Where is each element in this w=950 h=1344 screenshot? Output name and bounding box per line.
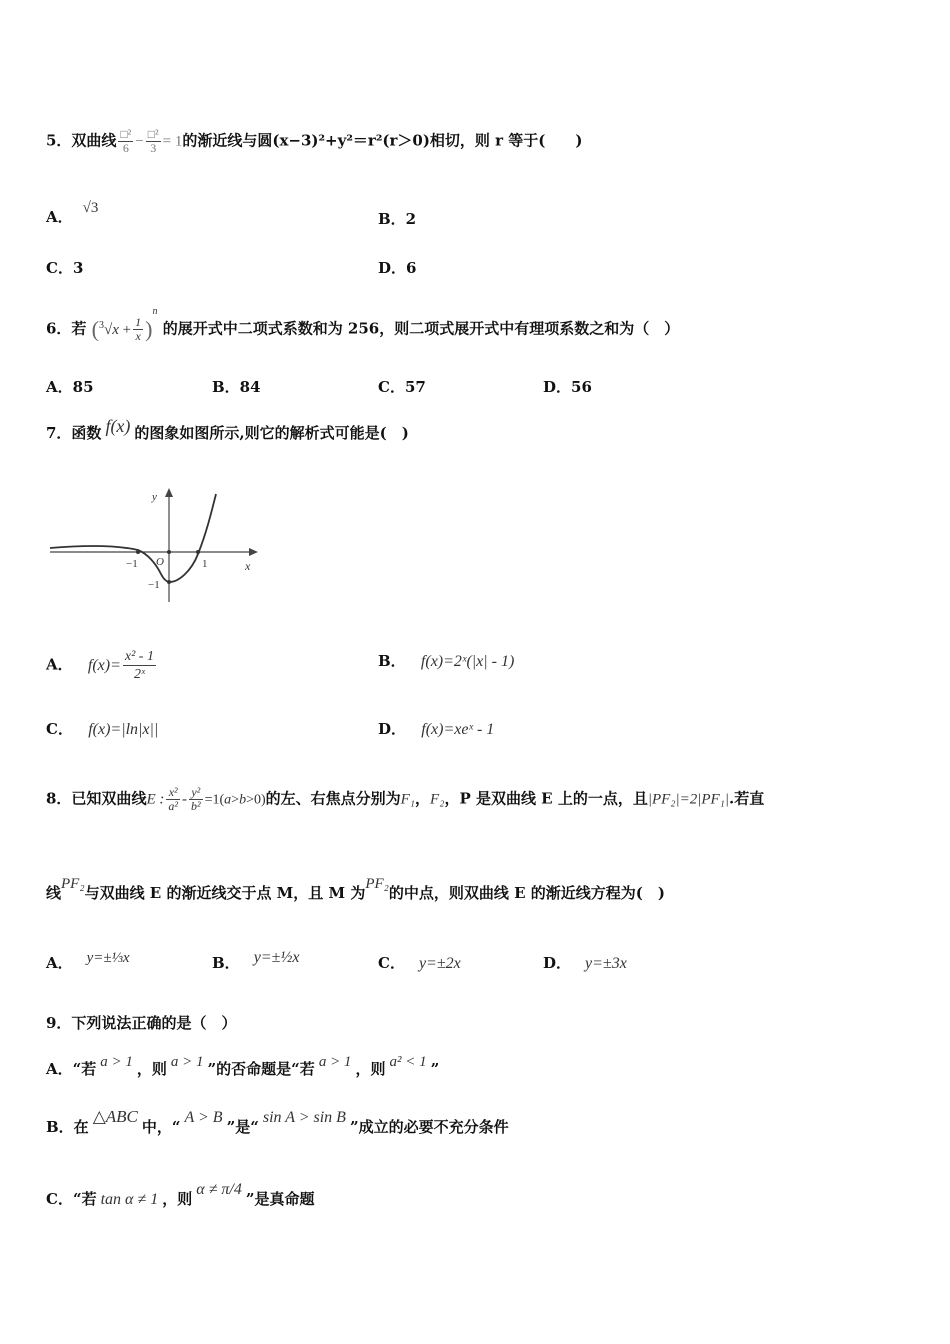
- q5-hyperbola-eq: $\frac{\text{□²}}{6}$: [120, 127, 132, 155]
- q7-a-denominator: 2ˣ: [133, 667, 145, 682]
- q6-stem: 6．若 ($^3$√x + $\frac{1}{x}$ )$^n$ 的展开式中二项式系数和为 256，则二项式展开式中有理项系数之和为（ ）: [46, 305, 680, 343]
- q7-option-a: A． f(x)= $\frac{\text{x² - 1}}{\text{2ˣ}}$: [46, 649, 154, 682]
- q8-d-expr: y=±3x: [585, 955, 627, 972]
- q9-option-b: B．在△ABC中，“A > B”是“sin A > sin B”成立的必要不充分条件: [46, 1107, 509, 1136]
- q7-option-c: C． f(x)=|ln|x||: [46, 720, 159, 738]
- q5-stem: 5．双曲线 $\frac{\text{□²}}{6}$ − $\frac{\text{□²}}{3}$ = 1的渐近线与圆(x−3)²+y²＝r²(r＞0)相切，则 r 等于( ): [46, 127, 583, 155]
- q8-pf2-b: PF₂: [365, 876, 389, 892]
- q6-option-a: A．85: [46, 378, 94, 396]
- q8-f2: F₂: [430, 791, 445, 808]
- q5-option-b: B．2: [378, 210, 417, 228]
- q8-option-b: B． y=±½x: [212, 949, 300, 972]
- q8-stem-line1: 8．已知双曲线E : $\frac{\text{x²}}{\text{a²}}$ - $\frac{\text{y²}}{\text{b²}}$ =1(a>b>0)的左、右焦点分别为F₁，F₂，P 是双曲线 E 上的一点，且|PF₂|=2|PF₁|.若直: [46, 785, 765, 813]
- q8-a-expr: y=±⅓x: [86, 950, 130, 966]
- q5-option-c: C．3: [46, 259, 84, 277]
- q9-option-a: A．“若 a > 1 ，则 a > 1 ”的否命题是“若 a > 1 ，则 a² < 1 ”: [46, 1054, 440, 1078]
- q8-hyperbola-eq: E :: [146, 791, 165, 808]
- q7-c-expr: f(x)=|ln|x||: [88, 721, 159, 738]
- q7-option-d: D． f(x)=xeˣ - 1: [378, 720, 495, 738]
- y-label: y: [152, 491, 157, 503]
- tick-neg1-x: −1: [126, 558, 138, 570]
- sqrt3-value: √3: [82, 200, 99, 216]
- q6-option-b: B．84: [212, 378, 261, 396]
- q6-option-c: C．57: [378, 378, 426, 396]
- q5-option-a: A． √3: [46, 200, 99, 226]
- q5-prefix: 5．双曲线: [46, 131, 117, 150]
- q8-option-c: C． y=±2x: [378, 954, 461, 972]
- q8-b-expr: y=±½x: [253, 949, 300, 966]
- q8-option-a: A． y=±⅓x: [46, 950, 130, 972]
- q8-option-d: D． y=±3x: [543, 954, 627, 972]
- q8-stem-line2: 线PF₂与双曲线 E 的渐近线交于点 M，且 M 为PF₂的中点，则双曲线 E 的渐近线方程为( ): [46, 876, 665, 902]
- origin-label: O: [156, 556, 164, 568]
- q7-d-expr: f(x)=xeˣ - 1: [421, 721, 495, 738]
- q8-pf2-a: PF₂: [61, 876, 85, 892]
- q9-option-c: C．“若 tan α ≠ 1 ，则α ≠ π/4”是真命题: [46, 1181, 315, 1208]
- x-label: x: [245, 559, 251, 573]
- x-axis-arrow: [249, 548, 258, 556]
- q7-option-b: B． f(x)=2ˣ(|x| - 1): [378, 652, 515, 670]
- q7-a-lhs: f(x)=: [87, 656, 121, 674]
- q6-binomial-expression: (: [91, 316, 99, 342]
- q7-b-expr: f(x)=2ˣ(|x| - 1): [420, 653, 515, 670]
- q9-stem: 9．下列说法正确的是（ ）: [46, 1014, 237, 1032]
- q8-f1: F₁: [400, 791, 416, 808]
- y-axis-arrow: [165, 488, 173, 497]
- q5-suffix: 的渐近线与圆(x−3)²+y²＝r²(r＞0)相切，则 r 等于( ): [182, 131, 583, 150]
- q7-stem: 7．函数 f(x) 的图象如图所示,则它的解析式可能是( ): [46, 416, 409, 442]
- tick-1-x: 1: [202, 558, 208, 570]
- q8-condition: |PF₂|=2|PF₁|: [647, 791, 730, 808]
- q7-fx: f(x): [105, 416, 131, 436]
- q8-c-expr: y=±2x: [418, 955, 461, 972]
- q6-option-d: D．56: [543, 378, 592, 396]
- q7-function-graph: [46, 484, 266, 606]
- q5-option-d: D．6: [378, 259, 417, 277]
- tick-neg1-y: −1: [148, 579, 160, 591]
- q7-a-numerator: x² - 1: [124, 649, 154, 664]
